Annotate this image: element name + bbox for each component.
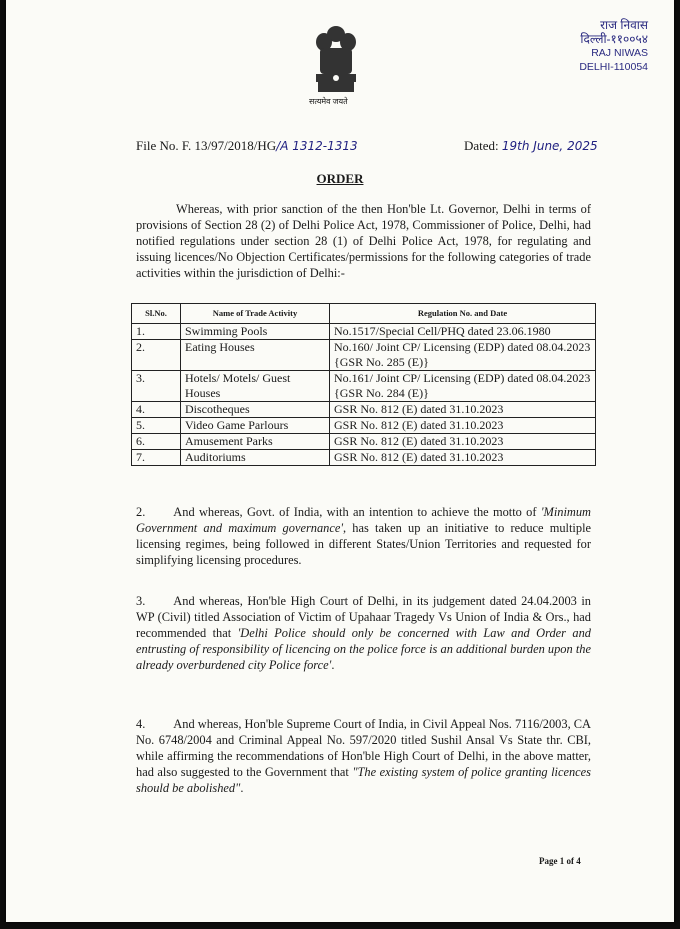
cell-trade-activity: Discotheques [181, 402, 330, 418]
order-title: ORDER [316, 171, 364, 186]
dated-label: Dated: [464, 138, 499, 153]
table-row [132, 402, 596, 418]
cell-trade-activity: Eating Houses [181, 340, 330, 371]
cell-sl-no: 4. [132, 402, 181, 418]
cell-regulation: No.160/ Joint CP/ Licensing (EDP) dated 08.04.2023 {GSR No. 285 (E)} [330, 340, 596, 371]
cell-sl-no: 1. [132, 324, 181, 340]
address-hindi-line-2: दिल्ली-११००५४ [580, 32, 648, 46]
paragraph-2 [136, 504, 591, 568]
table-row [132, 434, 596, 450]
cell-trade-activity: Auditoriums [181, 450, 330, 466]
header-regulation: Regulation No. and Date [330, 304, 596, 324]
paragraph-4 [136, 716, 591, 796]
document-page [6, 0, 674, 922]
cell-regulation: GSR No. 812 (E) dated 31.10.2023 [330, 402, 596, 418]
cell-regulation: No.1517/Special Cell/PHQ dated 23.06.1980 [330, 324, 596, 340]
paragraph-1 [136, 201, 591, 281]
cell-regulation: GSR No. 812 (E) dated 31.10.2023 [330, 434, 596, 450]
paragraph-4-text-a: And whereas, Hon'ble Supreme Court of India, in Civil Appeal Nos. 7116/2003, CA No. 6748/2004 and Criminal Appeal No. 597/2020 titled Sushil Ansal Vs State thr. CBI, while affirming the recommendations of Hon'ble High Court of Delhi, in the above matter, had also suggested to the Government that [136, 717, 591, 779]
header-trade-activity: Name of Trade Activity [181, 304, 330, 324]
cell-trade-activity: Video Game Parlours [181, 418, 330, 434]
paragraph-3-text-b: . [331, 658, 335, 672]
paragraph-4-quote: "The existing system of police granting licences should be abolished" [136, 765, 591, 795]
cell-sl-no: 3. [132, 371, 181, 402]
paragraph-2-number: 2. [136, 505, 146, 519]
cell-trade-activity: Amusement Parks [181, 434, 330, 450]
raj-niwas-address [579, 18, 648, 74]
file-number [136, 138, 358, 154]
cell-sl-no: 7. [132, 450, 181, 466]
table-row [132, 450, 596, 466]
page-number: Page 1 of 4 [539, 856, 581, 866]
paragraph-3-quote: 'Delhi Police should only be concerned with Law and Order and entrusting of responsibility of licencing on the police force is an additional burden upon the already overburdened city Police force' [136, 626, 591, 672]
file-number-label: File No. F. 13/97/2018/HG [136, 138, 277, 153]
paragraph-3-text-a: And whereas, Hon'ble High Court of Delhi, in its judgement dated 24.04.2003 in WP (Civil) titled Association of Victim of Upahaar Tragedy Vs Union of India & Ors., had recommended that [136, 594, 591, 640]
cell-sl-no: 6. [132, 434, 181, 450]
cell-trade-activity: Swimming Pools [181, 324, 330, 340]
dated-handwritten: 19th June, 2025 [501, 139, 598, 153]
trade-activity-table [131, 303, 596, 466]
paragraph-2-quote: 'Minimum Government and maximum governance' [136, 505, 591, 535]
table-header-row [132, 304, 596, 324]
paragraph-3-number: 3. [136, 594, 146, 608]
paragraph-4-text-b: . [240, 781, 244, 795]
address-english-line-1: RAJ NIWAS [591, 47, 648, 59]
address-english-line-2: DELHI-110054 [579, 61, 648, 73]
paragraph-1-text: Whereas, with prior sanction of the then Hon'ble Lt. Governor, Delhi in terms of provisions of Section 28 (2) of Delhi Police Act, 1978, Commissioner of Police, Delhi, had notified regulations under section 28 (1) of Delhi Police Act, 1978, for regulating and issuing licences/No Objection Certificates/permissions for the following categories of trade activities within the jurisdiction of Delhi:- [136, 202, 591, 280]
cell-regulation: GSR No. 812 (E) dated 31.10.2023 [330, 450, 596, 466]
dated [464, 138, 598, 154]
paragraph-3 [136, 593, 591, 673]
cell-sl-no: 5. [132, 418, 181, 434]
paragraph-2-text-a: And whereas, Govt. of India, with an intention to achieve the motto of [173, 505, 537, 519]
table-row [132, 340, 596, 371]
paragraph-4-number: 4. [136, 717, 146, 731]
address-hindi-line-1: राज निवास [600, 18, 648, 32]
table-row [132, 371, 596, 402]
cell-sl-no: 2. [132, 340, 181, 371]
header-sl-no: Sl.No. [132, 304, 181, 324]
emblem-motto: सत्यमेव जयते [309, 97, 348, 106]
table-row [132, 324, 596, 340]
cell-regulation: GSR No. 812 (E) dated 31.10.2023 [330, 418, 596, 434]
cell-trade-activity: Hotels/ Motels/ Guest Houses [181, 371, 330, 402]
table-row [132, 418, 596, 434]
cell-regulation: No.161/ Joint CP/ Licensing (EDP) dated 08.04.2023 {GSR No. 284 (E)} [330, 371, 596, 402]
file-number-handwritten: /A 1312-1313 [276, 139, 358, 153]
paragraph-2-text-b: , has taken up an initiative to reduce multiple licensing regimes, being followed in different States/Union Territories and requested for simplifying licensing procedures. [136, 521, 592, 567]
